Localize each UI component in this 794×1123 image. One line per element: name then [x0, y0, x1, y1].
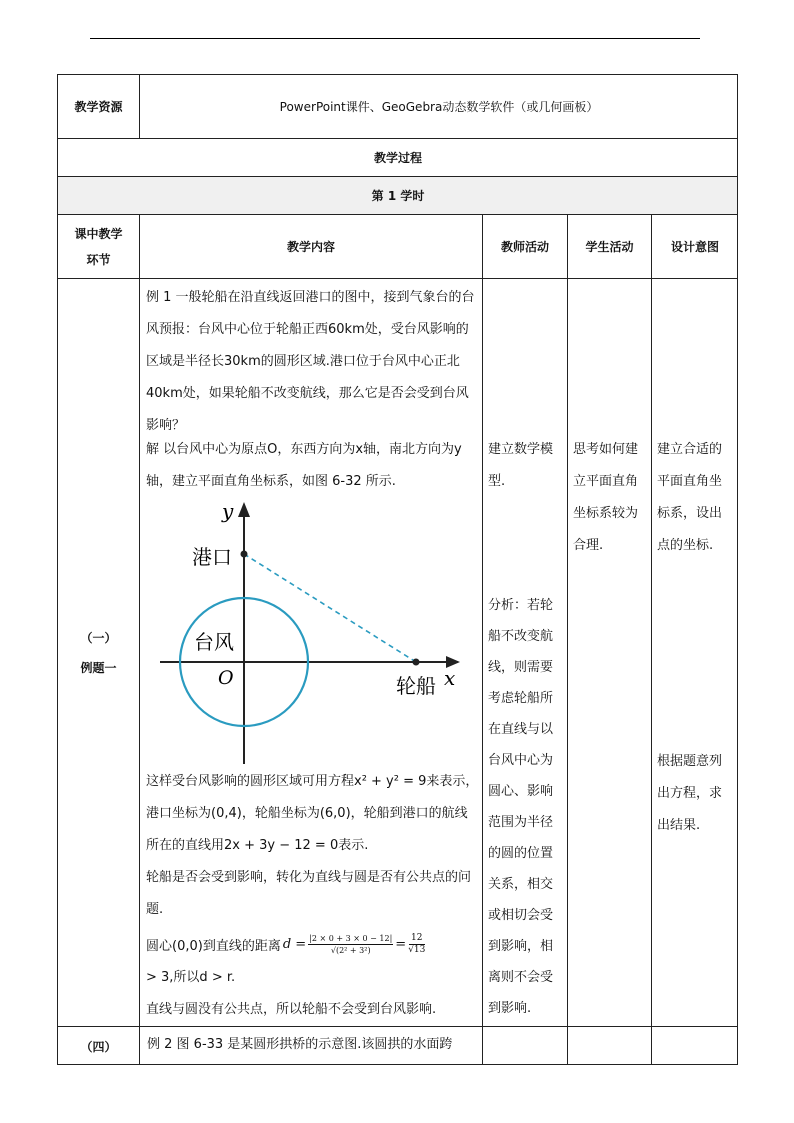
distance-d: d =: [282, 936, 307, 952]
ship-point: [413, 659, 420, 666]
row2-content: 例 2 图 6-33 是某圆形拱桥的示意图.该圆拱的水面跨: [147, 1037, 453, 1052]
y-axis-arrow: [238, 502, 250, 517]
typhoon-label: 台风: [194, 630, 234, 654]
fraction1-numerator: |2 × 0 + 3 × 0 − 12|: [309, 933, 393, 943]
teacher-activity-2: 分析：若轮船不改变航线，则需要考虑轮船所在直线与以台风中心为圆心、影响范围为半径的圆的位置关系，相交或相切会受到影响，相离则不会受到影响.: [488, 598, 554, 1016]
row2-content-cell: [139, 1026, 482, 1065]
ship-label: 轮船: [396, 674, 436, 698]
port-point: [241, 551, 248, 558]
example1-equations: 这样受台风影响的圆形区域可用方程x² + y² = 9来表示，港口坐标为(0,4)，轮船坐标为(6,0)，轮船到港口的航线所在的直线用2x + 3y − 12 = 0表示.: [146, 774, 479, 853]
row1-phase-line2: 例题一: [80, 660, 117, 675]
distance-text: 圆心(0,0)到直线的距离: [146, 938, 281, 954]
distance-conclusion: > 3,所以d > r.: [146, 970, 236, 985]
row1-student-cell: [567, 278, 651, 1026]
row2-teacher-cell: [482, 1026, 567, 1065]
row1-phase-line1: （一）: [80, 630, 117, 645]
col-student-header: 学生活动: [567, 214, 651, 278]
distance-formula: [146, 926, 480, 962]
fraction2-denominator: √13: [408, 944, 426, 955]
x-axis-label: x: [444, 666, 456, 690]
figure-6-32: [146, 492, 480, 767]
value-fraction: [408, 933, 425, 956]
example1-conversion: 轮船是否会受到影响，转化为直线与圆是否有公共点的问题.: [146, 870, 472, 917]
col-phase-line1: 课中教学: [74, 226, 123, 241]
ship-route-line: [244, 554, 416, 662]
distance-fraction: [308, 933, 393, 956]
col-design-header: 设计意图: [651, 214, 738, 278]
equals-sign: =: [395, 936, 407, 952]
design-intent-1: 建立合适的平面直角坐标系，设出点的坐标.: [657, 442, 723, 553]
lesson-title: 第 1 学时: [57, 176, 738, 214]
table-bottom-border: [57, 1064, 738, 1065]
example1-problem: 例 1 一般轮船在沿直线返回港口的图中，接到气象台的台风预报：台风中心位于轮船正西60km处，受台风影响的区域是半径长30km的圆形区域.港口位于台风中心正北40km处，如果轮船不改变航线，那么它是否会受到台风影响？: [146, 290, 475, 433]
teacher-activity-1: 建立数学模型.: [488, 442, 554, 489]
row2-design-cell: [651, 1026, 738, 1065]
y-axis-label: y: [222, 499, 234, 523]
row1-phase: [57, 278, 139, 1026]
resources-label: 教学资源: [57, 74, 139, 138]
col-content-header: 教学内容: [139, 214, 482, 278]
row2-student-cell: [567, 1026, 651, 1065]
process-title: 教学过程: [57, 138, 738, 176]
row2-phase: （四）: [57, 1026, 139, 1065]
example1-solution: 解 以台风中心为原点O，东西方向为x轴，南北方向为y轴，建立平面直角坐标系，如图 6-32 所示.: [146, 442, 462, 489]
fraction2-numerator: 12: [411, 932, 423, 943]
col-phase-header: [57, 214, 139, 278]
example1-conclusion: 直线与圆没有公共点，所以轮船不会受到台风影响.: [146, 1002, 437, 1017]
col-phase-line2: 环节: [86, 252, 111, 267]
fraction1-denominator: √(2² + 3²): [330, 945, 371, 955]
origin-label: O: [218, 667, 234, 689]
col-teacher-header: 教师活动: [482, 214, 567, 278]
student-activity-1: 思考如何建立平面直角坐标系较为合理.: [573, 442, 639, 553]
header-rule: [90, 38, 700, 39]
table-right-border: [737, 74, 738, 1065]
resources-content: PowerPoint课件、GeoGebra动态数学软件（或几何画板）: [139, 74, 738, 138]
design-intent-2: 根据题意列出方程，求出结果.: [657, 754, 723, 833]
row1-design-cell: [651, 278, 738, 1026]
port-label: 港口: [192, 545, 232, 569]
